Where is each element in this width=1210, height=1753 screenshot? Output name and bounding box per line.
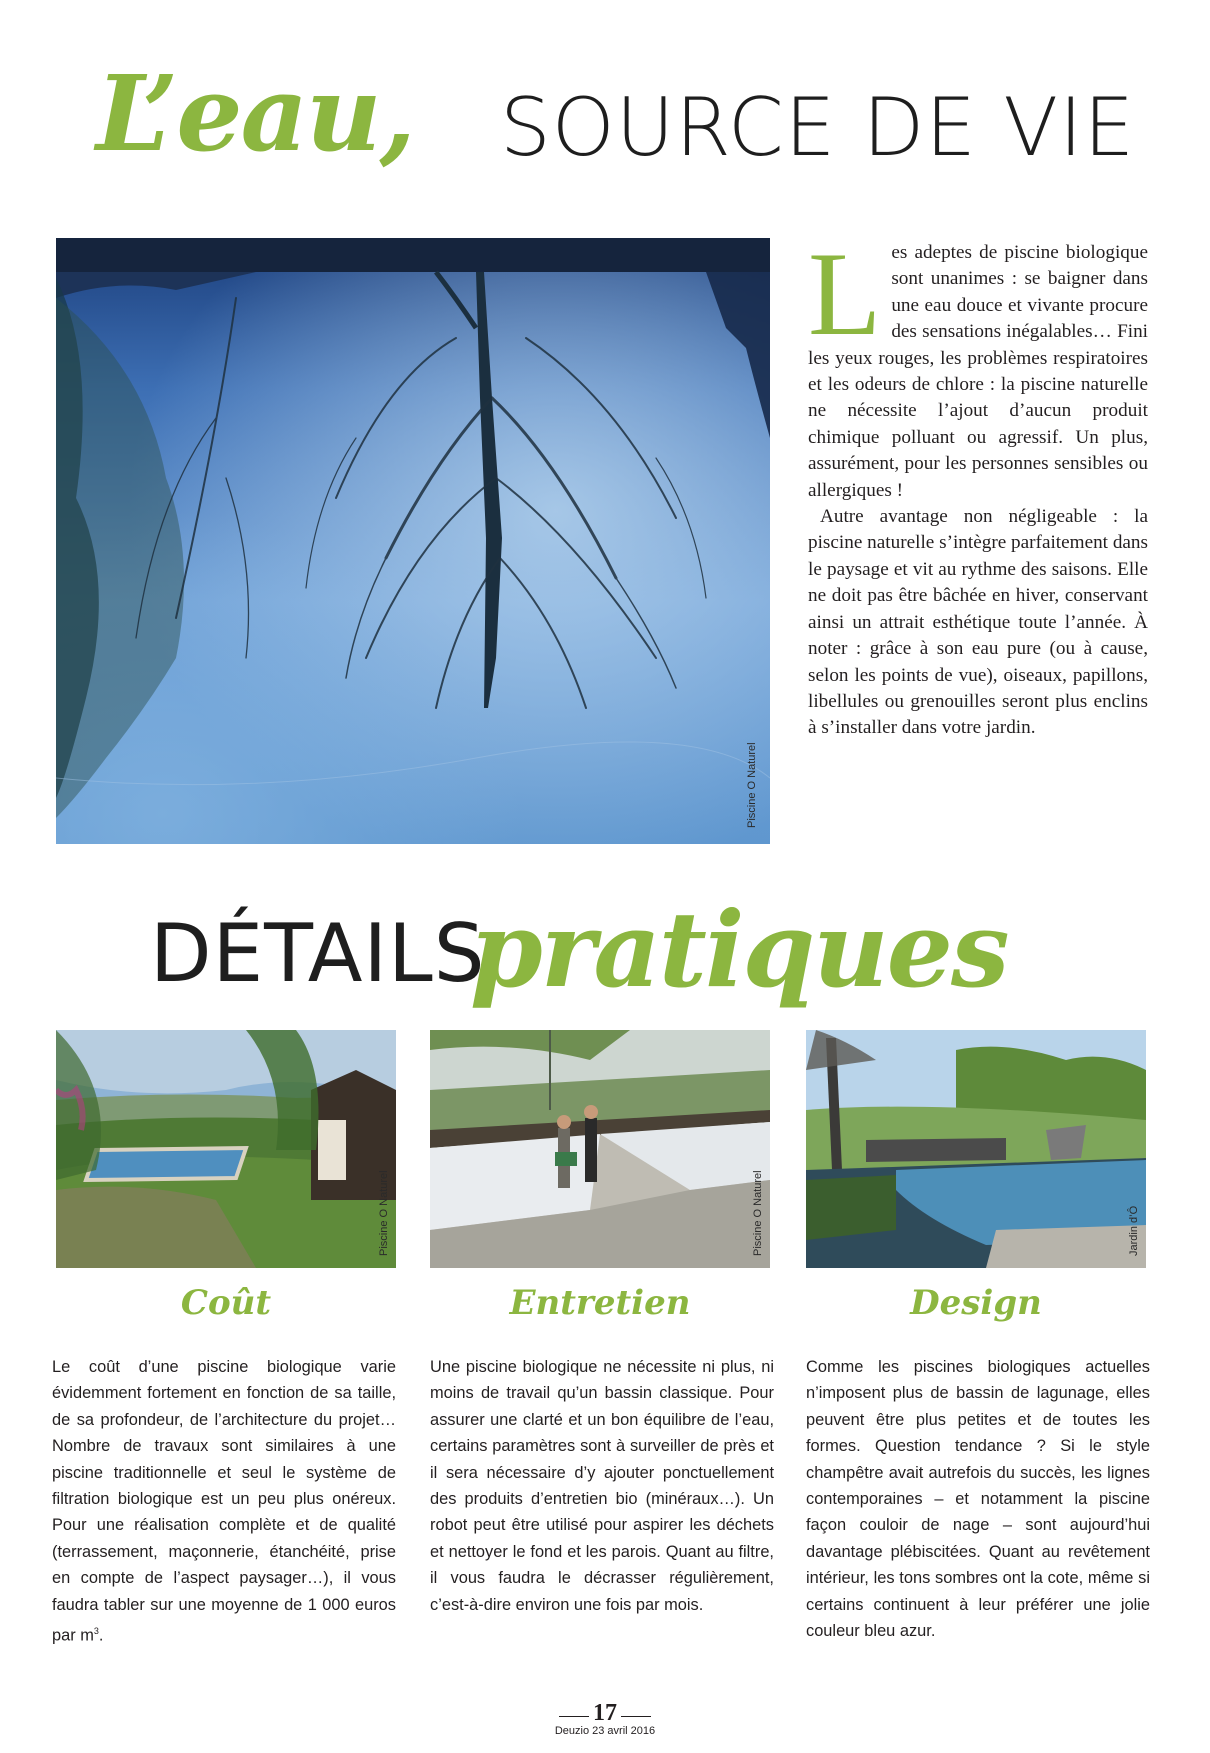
page-number-row bbox=[530, 1702, 680, 1725]
section-headline-caps: DÉTAILS bbox=[150, 907, 486, 1000]
photo-credit: Jardin d’Ô bbox=[1128, 1205, 1140, 1256]
photo-credit: Piscine O Naturel bbox=[378, 1170, 390, 1256]
footer-rule-left bbox=[559, 1716, 589, 1717]
intro-paragraph-2: Autre avantage non négligeable : la piscine naturelle s’intègre parfaitement dans le paysage et vit au rythme des saisons. Elle ne doit pas être bâchée en hiver, conservant ainsi un attrait esthétique toute l’année. À noter : grâce à son eau pure (ou à cause, selon les points de vue), oiseaux, papillons, libellules ou grenouilles seront plus enclins à s’installer dans votre jardin. bbox=[808, 506, 1148, 739]
column-text-entretien: Une piscine biologique ne nécessite ni plus, ni moins de travail qu’un bassin classique. Pour assurer une clarté et un bon équilibre de l’eau, certains paramètres sont à surveiller de près et il sera nécessaire d’y ajouter ponctuellement des produits d’entretien bio (minéraux…). Un robot peut être utilisé pour aspirer les déchets et nettoyer le fond et les parois. Quant au filtre, il vous faudra le décrasser régulièrement, c’est-à-dire environ une fois par mois. bbox=[430, 1358, 774, 1614]
headline-caps: SOURCE DE VIE bbox=[500, 81, 1136, 174]
column-text-cout: Le coût d’une piscine biologique varie évidemment fortement en fonction de sa taille, de sa profondeur, de l’architecture du projet… Nombre de travaux sont similaires à une piscine traditionnelle et seul le système de filtration biologique est un peu plus onéreux. Pour une réalisation complète et de qualité (terrassement, maçonnerie, étanchéité, prise en compte de l’aspect paysager…), il vous faudra tabler sur une moyenne de 1 000 euros par $m^3$. bbox=[52, 1358, 396, 1645]
page-footer bbox=[530, 1702, 680, 1737]
photo-credit: Piscine O Naturel bbox=[746, 742, 758, 828]
intro-text bbox=[808, 227, 1148, 742]
issue-date: Deuzio 23 avril 2016 bbox=[554, 1725, 656, 1737]
design-pool-image bbox=[806, 1030, 1146, 1268]
column-title-cout: Coût bbox=[180, 1283, 272, 1323]
footer-rule-right bbox=[621, 1716, 651, 1717]
column-title-design: Design bbox=[910, 1283, 1042, 1323]
page-number: 17 bbox=[593, 1700, 617, 1726]
photo-design-pool bbox=[806, 1030, 1146, 1268]
headline-script: L’eau, bbox=[96, 52, 414, 175]
photo-pool-construction bbox=[430, 1030, 770, 1268]
photo-garden-pool bbox=[56, 1030, 396, 1268]
section-headline-script: pratiques bbox=[470, 888, 1008, 1011]
column-text-design: Comme les piscines biologiques actuelles n’imposent plus de bassin de lagunage, elles peuvent être plus petites et de toutes les formes. Question tendance ? Si le style champêtre avait autrefois du succès, les lignes contemporaines – et notamment la piscine façon couloir de nage – sont aujourd’hui davantage plébiscitées. Quant au revêtement intérieur, les tons sombres ont la cote, même si certains continuent à leur préférer une jolie couleur bleu azur. bbox=[806, 1358, 1150, 1641]
pool-construction-image bbox=[430, 1030, 770, 1268]
column-title-entretien: Entretien bbox=[509, 1283, 691, 1323]
tree-reflection-image bbox=[56, 238, 770, 844]
garden-pool-image bbox=[56, 1030, 396, 1268]
intro-paragraph-1: es adeptes de piscine biologique sont unanimes : se baigner dans une eau douce et vivante procure des sensations inégalables… Fini les yeux rouges, les problèmes respiratoires et les odeurs de chlore : la piscine naturelle ne nécessite l’ajout d’aucun produit chimique polluant ou agressif. Un plus, assurément, pour les personnes sensibles ou allergiques ! bbox=[808, 242, 1148, 501]
drop-cap: L bbox=[808, 227, 882, 360]
main-photo-reflection bbox=[56, 238, 770, 844]
photo-credit: Piscine O Naturel bbox=[752, 1170, 764, 1256]
